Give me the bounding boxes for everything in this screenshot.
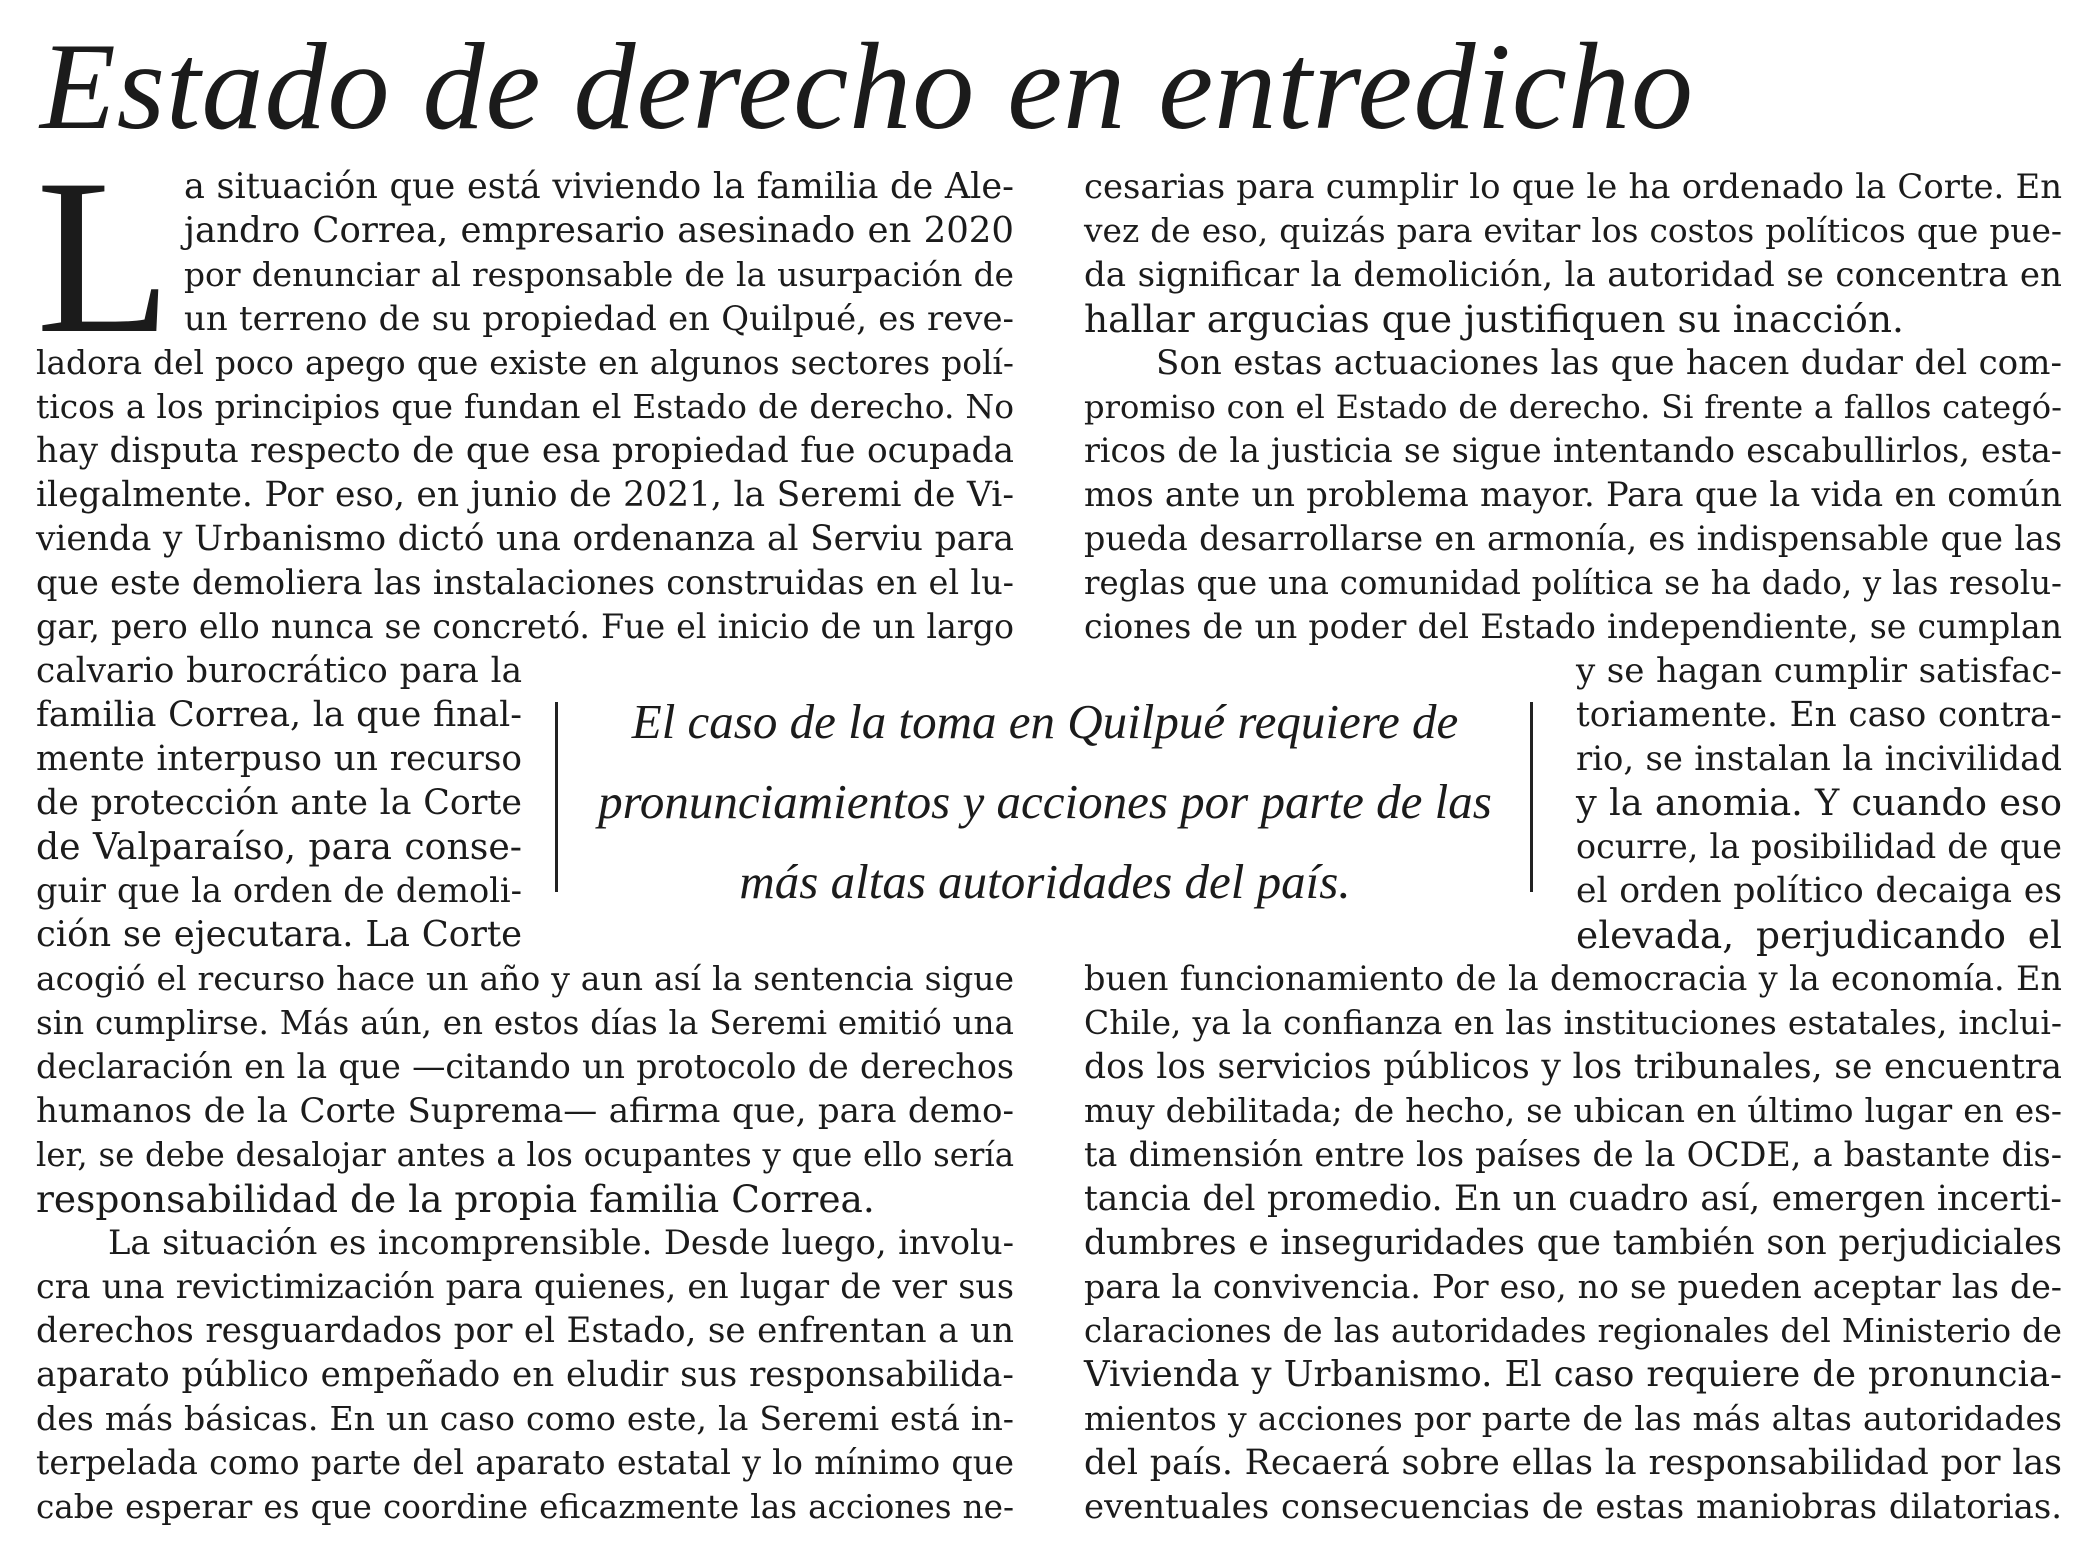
text-line: des más básicas. En un caso como este, la Seremi está in- (36, 1399, 1014, 1438)
pull-quote-right-rule (1530, 702, 1533, 892)
text-line: hallar argucias que justifiquen su inacción. (1084, 297, 1904, 341)
text-line: muy debilitada; de hecho, se ubican en último lugar en es- (1084, 1092, 2062, 1130)
text-line: mente interpuso un recurso (36, 739, 522, 779)
text-line: vienda y Urbanismo dictó una ordenanza al Serviu para (36, 519, 1014, 559)
text-line: terpelada como parte del aparato estatal y lo mínimo que (36, 1443, 1014, 1482)
text-line: tancia del promedio. En un cuadro así, emergen incerti- (1084, 1179, 2062, 1219)
text-line: da significar la demolición, la autoridad se concentra en (1084, 255, 2062, 295)
text-line: buen funcionamiento de la democracia y la economía. En (1084, 959, 2062, 998)
text-line: dumbres e inseguridades que también son perjudiciales (1084, 1223, 2062, 1263)
text-line: derechos resguardados por el Estado, se enfrentan a un (36, 1311, 1014, 1351)
pull-quote-line: más altas autoridades del país. (739, 854, 1351, 909)
text-line: jandro Correa, empresario asesinado en 2020 (184, 210, 1014, 251)
text-line: rio, se instalan la incivilidad (1576, 739, 2062, 778)
text-line: guir que la orden de demoli- (36, 871, 522, 910)
text-line: cesarias para cumplir lo que le ha ordenado la Corte. En (1084, 167, 2062, 206)
text-line: familia Correa, la que final- (36, 695, 522, 735)
text-line: cabe esperar es que coordine eficazmente las acciones ne- (36, 1488, 1014, 1526)
text-line: ricos de la justicia se sigue intentando escabullirlos, esta- (1084, 431, 2062, 470)
text-line: cra una revictimización para quienes, en lugar de ver sus (36, 1267, 1014, 1306)
text-line: pueda desarrollarse en armonía, es indispensable que las (1084, 519, 2062, 558)
text-line: claraciones de las autoridades regionales del Ministerio de (1084, 1312, 2062, 1350)
text-line: mos ante un problema mayor. Para que la vida en común (1084, 475, 2062, 514)
text-line: ler, se debe desalojar antes a los ocupantes y que ello sería (36, 1136, 1014, 1174)
drop-cap: L (36, 134, 172, 380)
text-line: sin cumplirse. Más aún, en estos días la Seremi emitió una (36, 1004, 1014, 1042)
text-line: que este demoliera las instalaciones construidas en el lu- (36, 563, 1014, 602)
text-line: promiso con el Estado de derecho. Si frente a fallos categó- (1084, 388, 2062, 426)
text-line: La situación es incomprensible. Desde luego, involu- (108, 1223, 1014, 1262)
text-line: y se hagan cumplir satisfac- (1576, 651, 2062, 691)
text-line: ciones de un poder del Estado independiente, se cumplan (1084, 607, 2062, 646)
text-line: eventuales consecuencias de estas maniobras dilatorias. (1084, 1487, 2062, 1526)
text-line: ticos a los principios que fundan el Estado de derecho. No (36, 387, 1014, 426)
text-line: Chile, ya la confianza en las instituciones estatales, inclui- (1084, 1003, 2062, 1042)
text-line: de protección ante la Corte (36, 783, 522, 823)
pull-quote-line: pronunciamientos y acciones por parte de las (598, 774, 1492, 829)
text-line: humanos de la Corte Suprema— afirma que, para demo- (36, 1091, 1014, 1131)
text-line: ta dimensión entre los países de la OCDE, a bastante dis- (1084, 1135, 2062, 1174)
text-line: Son estas actuaciones las que hacen dudar del com- (1156, 343, 2062, 383)
text-line: reglas que una comunidad política se ha dado, y las resolu- (1084, 564, 2062, 602)
text-line: gar, pero ello nunca se concretó. Fue el inicio de un largo (36, 607, 1014, 646)
text-line: un terreno de su propiedad en Quilpué, es reve- (184, 299, 1014, 338)
text-line: declaración en la que —citando un protocolo de derechos (36, 1047, 1014, 1086)
text-line: elevada, perjudicando el (1576, 913, 2062, 957)
text-line: ción se ejecutara. La Corte (36, 914, 522, 955)
headline: Estado de derecho en entredicho (40, 18, 1694, 155)
text-line: dos los servicios públicos y los tribunales, se encuentra (1084, 1047, 2062, 1087)
text-line: vez de eso, quizás para evitar los costos políticos que pue- (1084, 212, 2062, 250)
text-line: a situación que está viviendo la familia de Ale- (184, 166, 1014, 207)
text-line: hay disputa respecto de que esa propiedad fue ocupada (36, 431, 1014, 471)
pull-quote-left-rule (555, 702, 558, 892)
text-line: ladora del poco apego que existe en algunos sectores polí- (36, 344, 1014, 382)
pull-quote-line: El caso de la toma en Quilpué requiere de (631, 694, 1459, 749)
text-line: y la anomia. Y cuando eso (1576, 781, 2062, 824)
text-line: toriamente. En caso contra- (1576, 695, 2062, 735)
text-line: mientos y acciones por parte de las más altas autoridades (1084, 1399, 2062, 1438)
text-line: por denunciar al responsable de la usurpación de (184, 255, 1014, 294)
text-line: aparato público empeñado en eludir sus responsabilida- (36, 1355, 1014, 1395)
text-line: responsabilidad de la propia familia Correa. (36, 1177, 875, 1221)
text-line: del país. Recaerá sobre ellas la responsabilidad por las (1084, 1443, 2062, 1483)
text-line: ocurre, la posibilidad de que (1576, 827, 2062, 866)
text-line: calvario burocrático para la (36, 651, 522, 691)
text-line: ilegalmente. Por eso, en junio de 2021, la Seremi de Vi- (36, 475, 1014, 515)
text-line: de Valparaíso, para conse- (36, 825, 522, 868)
text-line: el orden político decaiga es (1576, 871, 2062, 911)
text-line: para la convivencia. Por eso, no se pueden aceptar las de- (1084, 1267, 2062, 1306)
text-line: acogió el recurso hace un año y aun así la sentencia sigue (36, 959, 1014, 998)
text-line: Vivienda y Urbanismo. El caso requiere de pronuncia- (1084, 1354, 2062, 1395)
